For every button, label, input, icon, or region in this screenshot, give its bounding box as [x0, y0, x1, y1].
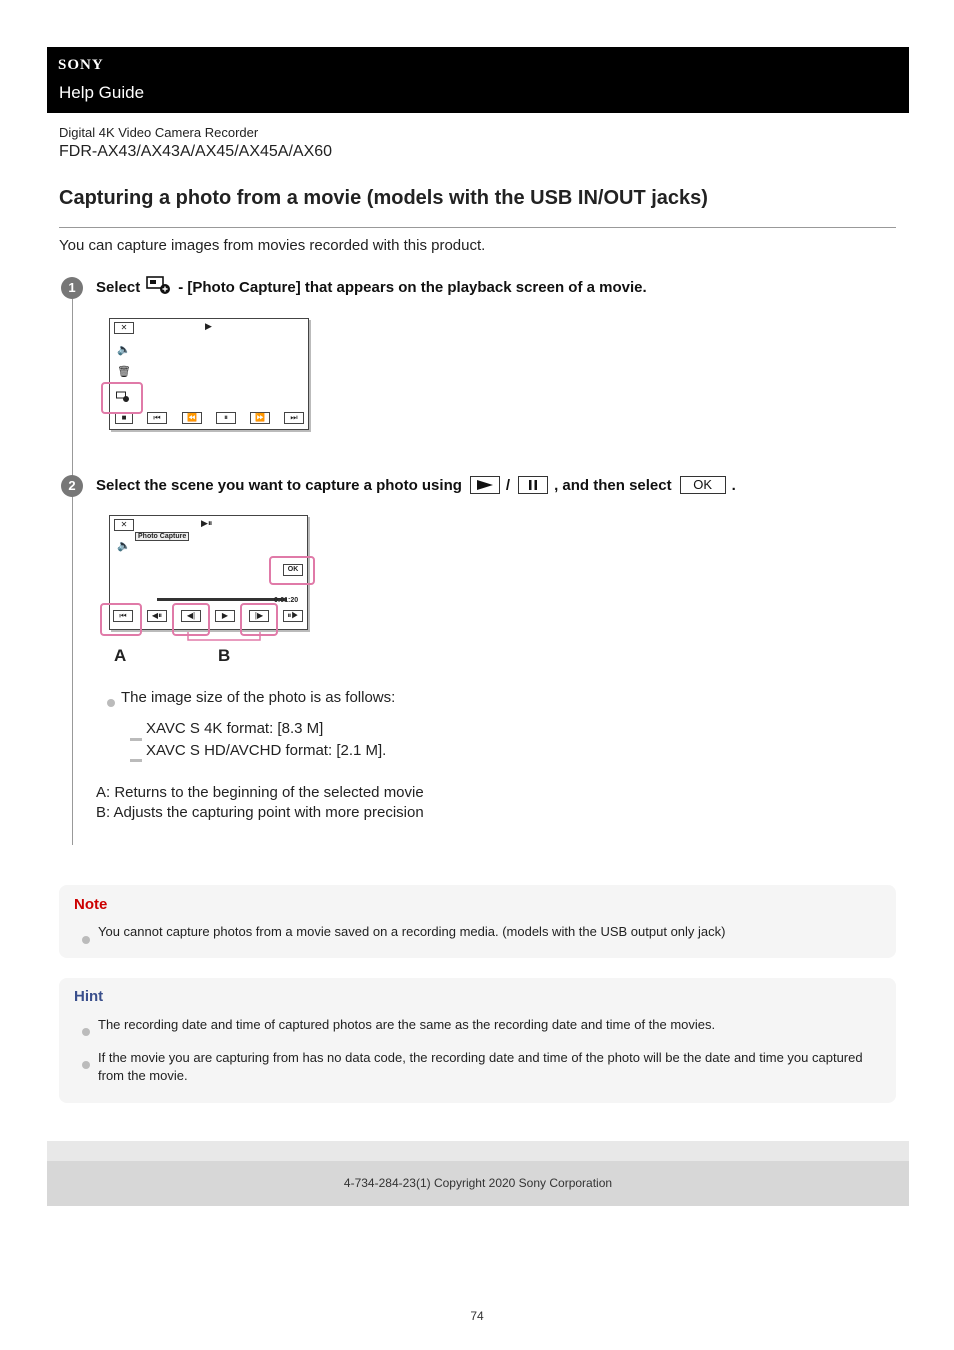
- play-pause-indicator-icon: ▶⏸: [201, 518, 213, 528]
- step-2-text-end: .: [731, 476, 736, 494]
- time-counter: 0:01:20: [274, 597, 299, 604]
- step-1-text: [96, 276, 647, 298]
- frame-back-button: ◀|: [181, 610, 201, 622]
- bullet-dot: [82, 931, 90, 949]
- image-size-item-1: XAVC S 4K format: [8.3 M]: [146, 720, 324, 737]
- product-models: FDR-AX43/AX43A/AX45/AX45A/AX60: [59, 143, 333, 160]
- slow-forward-button: ⏸▶: [283, 610, 303, 622]
- help-guide-title[interactable]: Help Guide: [59, 83, 145, 102]
- slow-rewind-button: ◀⏸: [147, 610, 167, 622]
- help-guide-header: [47, 47, 909, 113]
- volume-icon: 🔈: [117, 344, 131, 356]
- frame-forward-button: |▶: [249, 610, 269, 622]
- step-2-text-before: Select the scene you want to capture a photo using: [96, 476, 462, 494]
- dash-bullet: [130, 749, 142, 767]
- bullet-dot: [82, 1023, 90, 1041]
- ok-highlight: [269, 556, 315, 585]
- volume-icon: 🔈: [117, 540, 131, 552]
- dash-bullet: [130, 728, 142, 746]
- rewind-button: ⏪: [182, 412, 202, 424]
- ok-button-icon: OK: [680, 476, 726, 494]
- bullet-dot: [82, 1056, 90, 1074]
- note-title: Note: [74, 896, 108, 913]
- play-button: ▶: [215, 610, 235, 622]
- a-highlight: [100, 603, 142, 636]
- next-button: ⏭: [284, 412, 304, 424]
- label-b: B: [218, 646, 231, 665]
- play-icon: [470, 476, 500, 494]
- legend-a: A: Returns to the beginning of the selected movie: [96, 784, 424, 801]
- step-1-text-before: Select: [96, 278, 141, 296]
- close-icon: ✕: [114, 519, 134, 531]
- step-2-slash: /: [505, 476, 511, 494]
- photo-capture-banner: Photo Capture: [135, 532, 189, 541]
- step-2-text-middle: , and then select: [554, 476, 672, 494]
- steps-timeline-line: [72, 297, 73, 845]
- play-indicator-icon: ▶: [205, 321, 212, 331]
- step-1-text-after: - [Photo Capture] that appears on the playback screen of a movie.: [178, 278, 647, 296]
- pause-button: ⏸: [216, 412, 236, 424]
- photo-capture-highlight: [101, 382, 143, 414]
- legend-b: B: Adjusts the capturing point with more precision: [96, 804, 424, 821]
- note-panel: [59, 885, 896, 958]
- close-icon: ✕: [114, 322, 134, 334]
- ok-button: OK: [283, 564, 303, 576]
- prev-button: ⏮: [113, 610, 133, 622]
- trash-icon: 🗑: [117, 366, 131, 378]
- label-a: A: [114, 646, 127, 665]
- progress-bar: [157, 598, 287, 601]
- image-size-item-2: XAVC S HD/AVCHD format: [2.1 M].: [146, 742, 387, 759]
- image-size-lead: The image size of the photo is as follows:: [121, 689, 396, 706]
- hint-panel: [59, 978, 896, 1103]
- hint-item-2: If the movie you are capturing from has no data code, the recording date and time of the photo will be the date and time you captured from the movie.: [98, 1050, 863, 1083]
- forward-button: ⏩: [250, 412, 270, 424]
- page-title: Capturing a photo from a movie (models with the USB IN/OUT jacks): [59, 187, 708, 209]
- intro-text: You can capture images from movies recorded with this product.: [59, 237, 486, 254]
- page-number: 74: [470, 1309, 484, 1323]
- product-category: Digital 4K Video Camera Recorder: [59, 125, 259, 140]
- b-bracket: [185, 632, 265, 644]
- photo-capture-icon: [146, 275, 172, 299]
- step-2-text: [96, 474, 736, 496]
- step-2-number: 2: [61, 475, 83, 497]
- title-divider: [59, 227, 896, 228]
- pause-icon: [518, 476, 548, 494]
- prev-button: ⏮: [147, 412, 167, 424]
- copyright-text: 4-734-284-23(1) Copyright 2020 Sony Corporation: [343, 1176, 613, 1190]
- hint-title: Hint: [74, 988, 104, 1005]
- note-item-1: You cannot capture photos from a movie saved on a recording media. (models with the USB output only jack): [98, 924, 726, 939]
- hint-item-1: The recording date and time of captured photos are the same as the recording date and time of the movies.: [98, 1017, 716, 1032]
- bullet-dot: [107, 694, 115, 712]
- footer-spacer: [47, 1141, 909, 1161]
- sony-logo: SONY: [58, 57, 104, 73]
- stop-button: ■: [115, 412, 133, 424]
- step-1-number: 1: [61, 277, 83, 299]
- footer: [47, 1161, 909, 1206]
